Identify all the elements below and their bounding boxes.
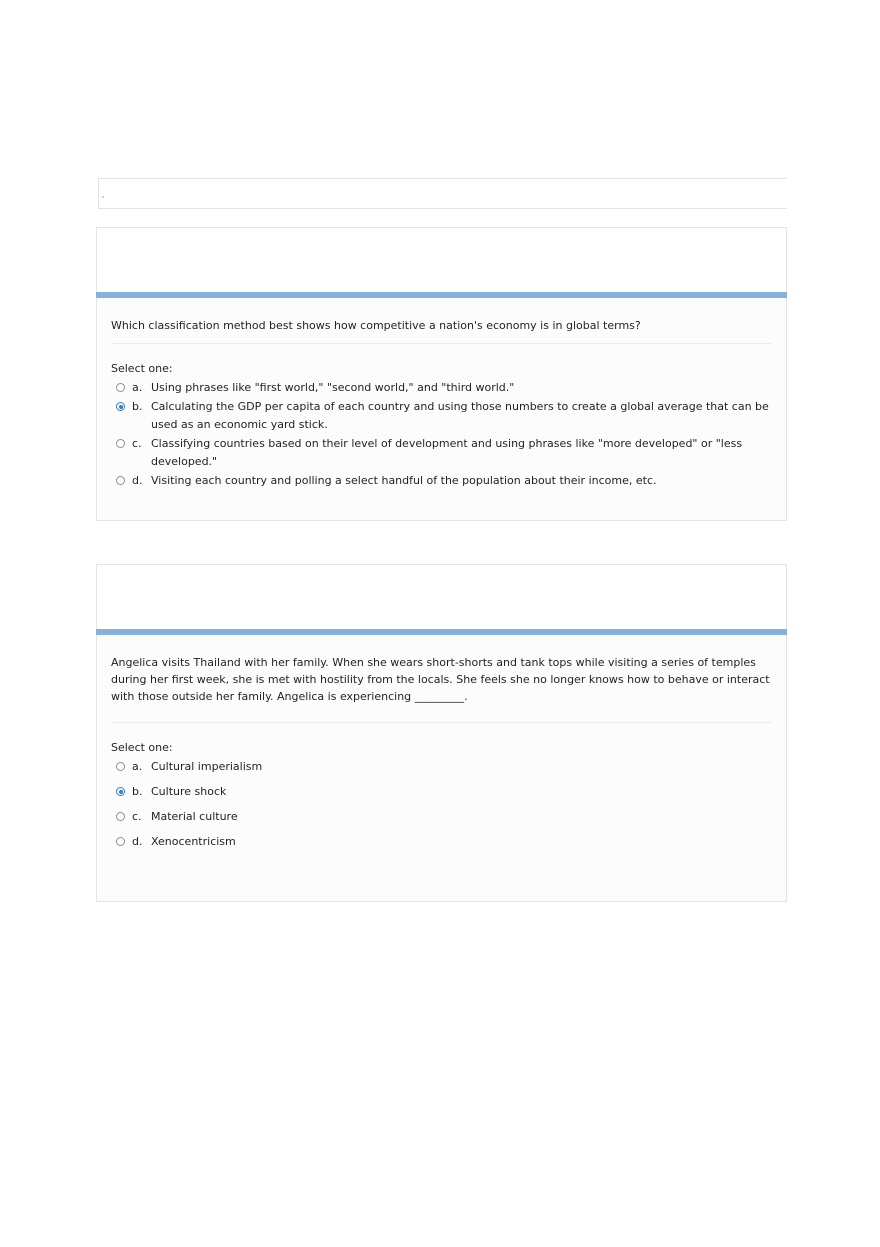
answer-option-a[interactable] [111,379,772,397]
answer-label[interactable]: Culture shock [151,785,227,798]
answer-label[interactable]: Xenocentricism [151,835,236,848]
answer-label[interactable]: Material culture [151,810,238,823]
select-one-prompt: Select one: [111,362,173,375]
radio-button-d[interactable] [116,837,125,846]
select-one-prompt: Select one: [111,741,173,754]
question-accent-bar-2 [96,629,787,635]
answer-list [111,379,772,490]
answer-label[interactable]: Cultural imperialism [151,760,263,773]
answer-label[interactable]: Classifying countries based on their level of development and using phrases like "more developed" or "less developed." [151,437,743,468]
answer-label[interactable]: Using phrases like "first world," "second world," and "third world." [151,381,515,394]
question-content-2 [111,654,772,858]
radio-button-d[interactable] [116,476,125,485]
radio-button-c[interactable] [116,812,125,821]
answer-letter: c. [132,437,142,450]
answer-option-a[interactable] [111,758,772,776]
answer-option-c[interactable] [111,435,772,471]
answer-list [111,758,772,851]
answer-letter: a. [132,760,143,773]
radio-button-a[interactable] [116,762,125,771]
question-content-1 [111,317,772,491]
answer-letter: b. [132,785,143,798]
answer-label[interactable]: Visiting each country and polling a select handful of the population about their income, etc. [151,474,657,487]
top-info-strip [98,178,787,209]
question-card-1 [96,227,787,521]
question-divider [111,343,772,344]
question-header-2 [97,565,786,629]
strip-marker [102,196,104,198]
answer-letter: b. [132,400,143,413]
answer-option-b[interactable] [111,398,772,434]
question-text: Which classification method best shows how competitive a nation's economy is in global terms? [111,319,641,332]
answer-letter: a. [132,381,143,394]
answer-letter: c. [132,810,142,823]
question-header-1 [97,228,786,292]
radio-button-b[interactable] [116,402,125,411]
answer-label[interactable]: Calculating the GDP per capita of each country and using those numbers to create a global average that can be used as an economic yard stick. [151,400,769,431]
radio-button-b[interactable] [116,787,125,796]
question-divider [111,722,772,723]
answer-letter: d. [132,474,143,487]
radio-button-a[interactable] [116,383,125,392]
answer-option-d[interactable] [111,472,772,490]
question-accent-bar-1 [96,292,787,298]
answer-letter: d. [132,835,143,848]
answer-option-c[interactable] [111,808,772,826]
question-text: Angelica visits Thailand with her family. When she wears short-shorts and tank tops while visiting a series of temples during her first week, she is met with hostility from the locals. She feels she no longer knows how to behave or interact with those outside her family. Angelica is experiencing _________. [111,656,770,703]
question-card-2 [96,564,787,902]
radio-button-c[interactable] [116,439,125,448]
answer-option-b[interactable] [111,783,772,801]
answer-option-d[interactable] [111,833,772,851]
